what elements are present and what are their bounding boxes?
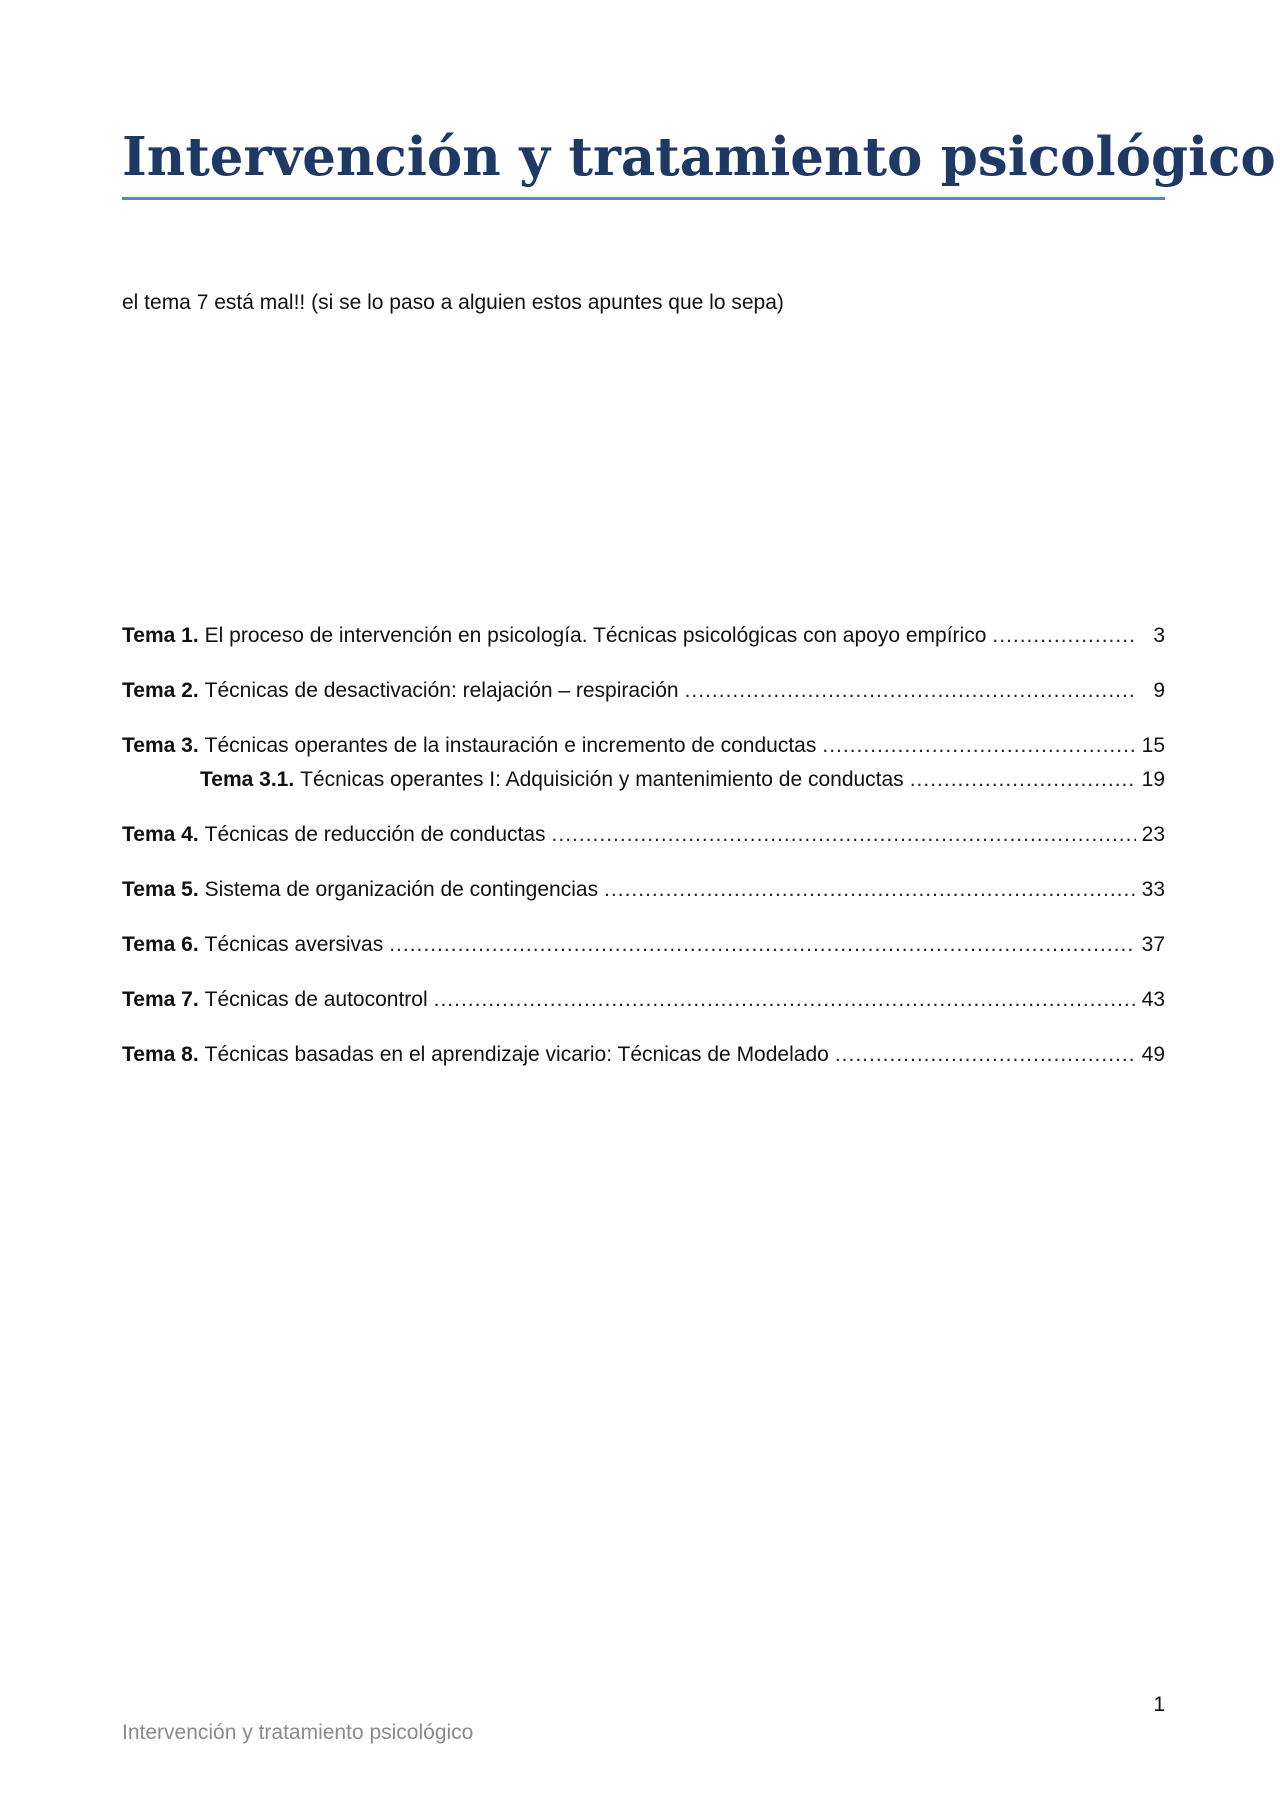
toc-dot-leader: [992, 620, 1137, 652]
toc-entry-tema-3[interactable]: [122, 730, 1165, 762]
toc-dot-leader: [910, 764, 1136, 796]
toc-entry-tema-8[interactable]: [122, 1039, 1165, 1071]
toc-entry-label: Técnicas operantes I: Adquisición y mantenimiento de conductas: [300, 768, 904, 791]
toc-entry-number: Tema 8.: [122, 1043, 199, 1066]
toc-entry-page: 37: [1141, 933, 1165, 956]
toc-entry-number: Tema 2.: [122, 679, 199, 702]
toc-entry-page: 3: [1153, 624, 1165, 647]
toc-entry-number: Tema 7.: [122, 988, 199, 1011]
toc-dot-leader: [552, 819, 1136, 851]
toc-entry-page: 19: [1141, 768, 1165, 791]
toc-dot-leader: [835, 1039, 1136, 1071]
toc-entry-page: 49: [1141, 1043, 1165, 1066]
toc-entry-label: El proceso de intervención en psicología. Técnicas psicológicas con apoyo empírico: [204, 624, 987, 647]
toc-entry-label: Técnicas de reducción de conductas: [204, 823, 546, 846]
toc-entry-page: 9: [1153, 679, 1165, 702]
toc-dot-leader: [604, 874, 1136, 906]
toc-entry-number: Tema 4.: [122, 823, 199, 846]
toc-entry-tema-4[interactable]: [122, 819, 1165, 851]
toc-dot-leader: [434, 984, 1136, 1016]
toc-entry-tema-3-1[interactable]: [200, 764, 1165, 796]
toc-dot-leader: [822, 730, 1135, 762]
toc-entry-number: Tema 3.: [122, 734, 199, 757]
toc-entry-label: Técnicas operantes de la instauración e incremento de conductas: [204, 734, 817, 757]
title-underline: [122, 197, 1165, 200]
toc-entry-label: Técnicas aversivas: [204, 933, 384, 956]
toc-entry-number: Tema 6.: [122, 933, 199, 956]
toc-entry-number: Tema 5.: [122, 878, 199, 901]
toc-entry-tema-2[interactable]: [122, 675, 1165, 707]
toc-entry-tema-7[interactable]: [122, 984, 1165, 1016]
toc-entry-label: Técnicas de autocontrol: [204, 988, 428, 1011]
toc-entry-number: Tema 1.: [122, 624, 199, 647]
toc-dot-leader: [685, 675, 1137, 707]
toc-dot-leader: [389, 929, 1135, 961]
toc-entry-number: Tema 3.1.: [200, 768, 295, 791]
toc-entry-tema-6[interactable]: [122, 929, 1165, 961]
toc-entry-label: Técnicas de desactivación: relajación – respiración: [204, 679, 679, 702]
toc-entry-label: Técnicas basadas en el aprendizaje vicario: Técnicas de Modelado: [204, 1043, 829, 1066]
toc-entry-page: 23: [1141, 823, 1165, 846]
toc-entry-tema-5[interactable]: [122, 874, 1165, 906]
toc-entry-label: Sistema de organización de contingencias: [204, 878, 599, 901]
toc-entry-page: 33: [1141, 878, 1165, 901]
document-title: Intervención y tratamiento psicológico: [122, 126, 1276, 188]
author-note: el tema 7 está mal!! (si se lo paso a alguien estos apuntes que lo sepa): [122, 291, 784, 314]
toc-entry-tema-1[interactable]: [122, 620, 1165, 652]
toc-entry-page: 43: [1141, 988, 1165, 1011]
page-number: 1: [1153, 1693, 1165, 1716]
toc-entry-page: 15: [1141, 734, 1165, 757]
footer-running-title: Intervención y tratamiento psicológico: [122, 1721, 474, 1744]
